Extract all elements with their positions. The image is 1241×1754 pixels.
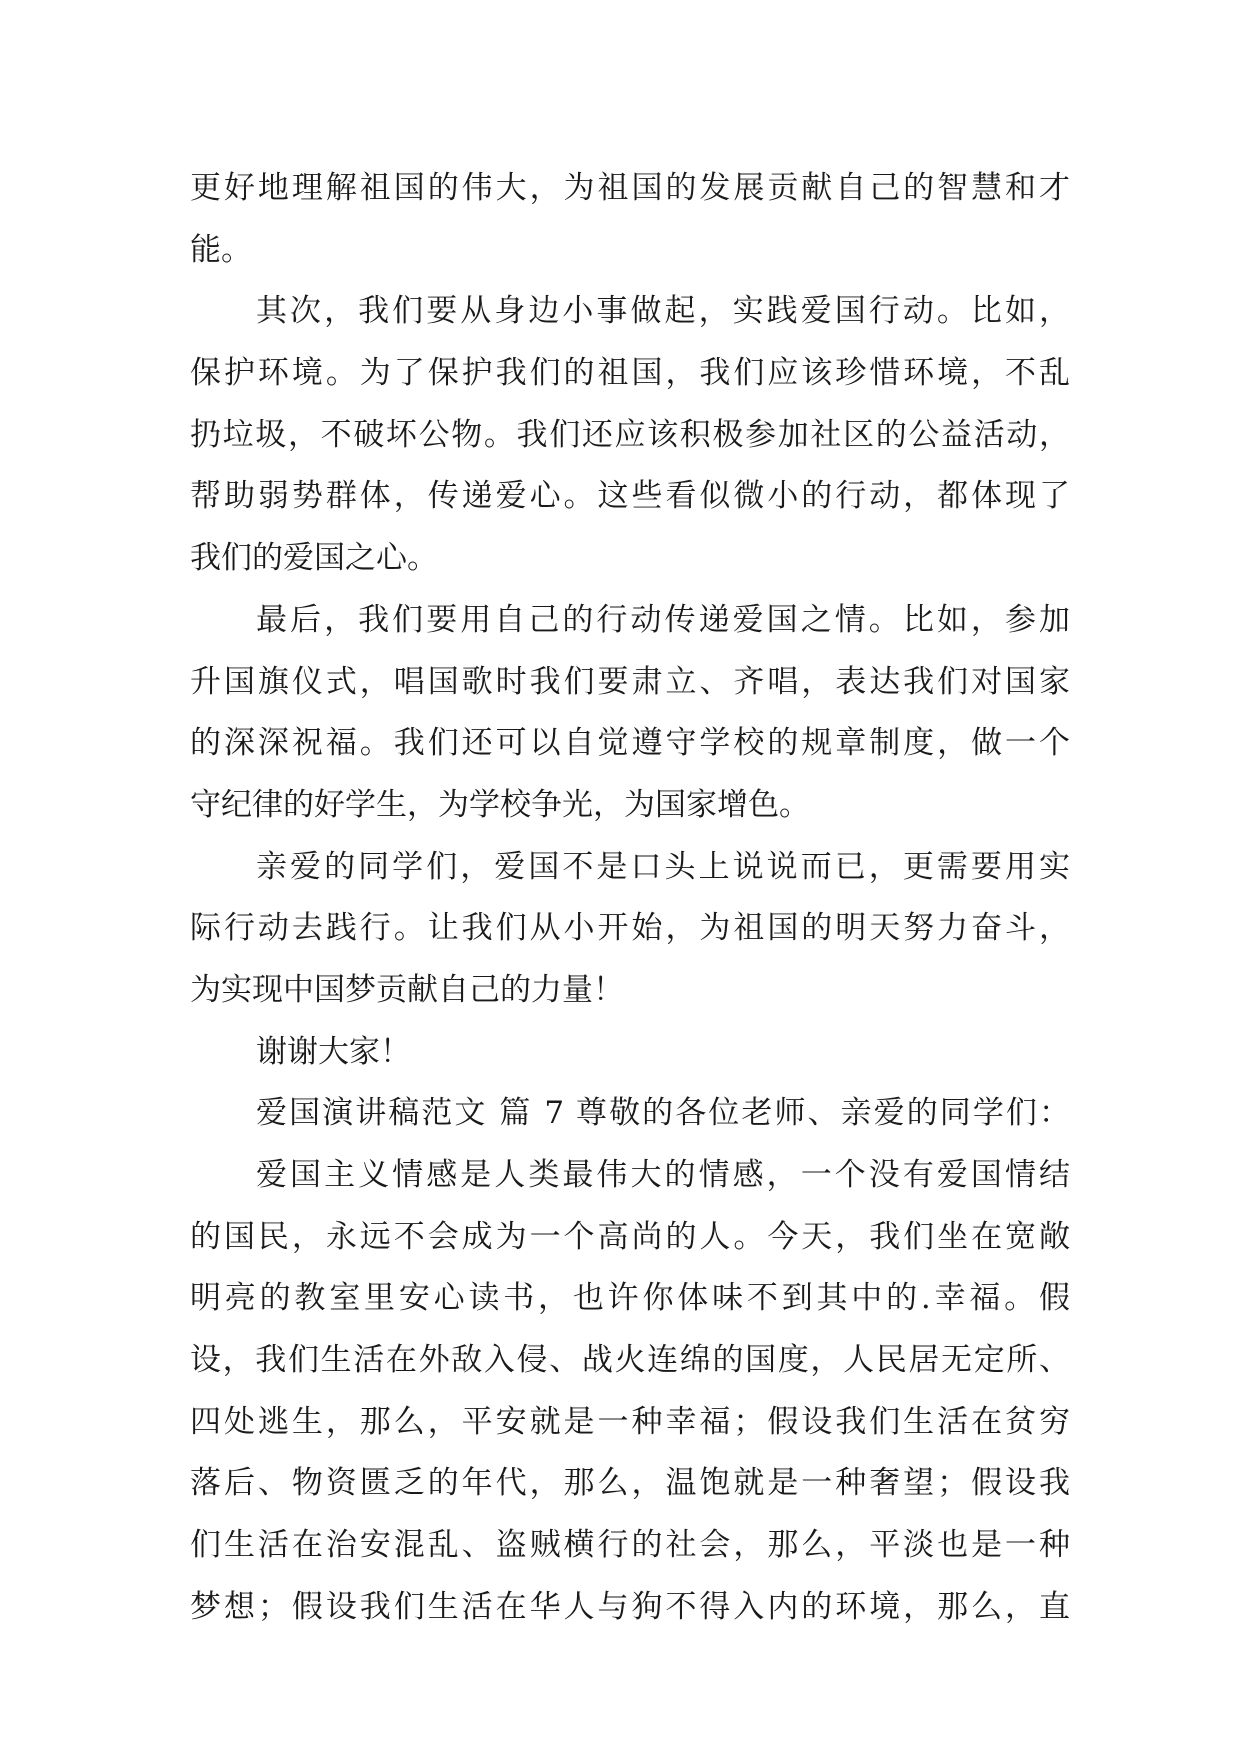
text-line: 守纪律的好学生，为学校争光，为国家增色。 xyxy=(190,786,810,823)
text-line: 亲爱的同学们，爱国不是口头上说说而已，更需要用实 xyxy=(256,848,1070,885)
text-line: 其次，我们要从身边小事做起，实践爱国行动。比如， xyxy=(256,293,1070,330)
text-line: 我们的爱国之心。 xyxy=(190,540,438,577)
text-line: 们生活在治安混乱、盗贼横行的社会，那么，平淡也是一种 xyxy=(190,1527,1070,1564)
text-line: 最后，我们要用自己的行动传递爱国之情。比如，参加 xyxy=(256,601,1070,638)
document-body xyxy=(190,158,1070,1639)
text-line: 为实现中国梦贡献自己的力量！ xyxy=(190,971,624,1008)
text-line: 梦想；假设我们生活在华人与狗不得入内的环境，那么，直 xyxy=(190,1588,1070,1625)
text-line: 扔垃圾，不破坏公物。我们还应该积极参加社区的公益活动， xyxy=(190,416,1070,453)
text-line: 保护环境。为了保护我们的祖国，我们应该珍惜环境，不乱 xyxy=(190,355,1070,392)
section-heading-line: 爱国演讲稿范文 篇 7 尊敬的各位老师、亲爱的同学们： xyxy=(256,1095,1070,1132)
text-line: 设，我们生活在外敌入侵、战火连绵的国度，人民居无定所、 xyxy=(190,1342,1070,1379)
text-line: 的国民，永远不会成为一个高尚的人。今天，我们坐在宽敞 xyxy=(190,1218,1070,1255)
text-line: 明亮的教室里安心读书，也许你体味不到其中的.幸福。假 xyxy=(190,1280,1070,1317)
text-line: 谢谢大家！ xyxy=(256,1033,411,1070)
text-line: 能。 xyxy=(190,231,252,268)
text-line: 更好地理解祖国的伟大，为祖国的发展贡献自己的智慧和才 xyxy=(190,170,1070,206)
text-line: 帮助弱势群体，传递爱心。这些看似微小的行动，都体现了 xyxy=(190,478,1070,515)
text-line: 爱国主义情感是人类最伟大的情感，一个没有爱国情结 xyxy=(256,1157,1070,1193)
text-line: 落后、物资匮乏的年代，那么，温饱就是一种奢望；假设我 xyxy=(190,1465,1070,1502)
text-line: 四处逃生，那么，平安就是一种幸福；假设我们生活在贫穷 xyxy=(190,1403,1070,1440)
text-line: 的深深祝福。我们还可以自觉遵守学校的规章制度，做一个 xyxy=(190,725,1070,762)
text-line: 际行动去践行。让我们从小开始，为祖国的明天努力奋斗， xyxy=(190,910,1070,947)
text-line: 升国旗仪式，唱国歌时我们要肃立、齐唱，表达我们对国家 xyxy=(190,663,1070,700)
